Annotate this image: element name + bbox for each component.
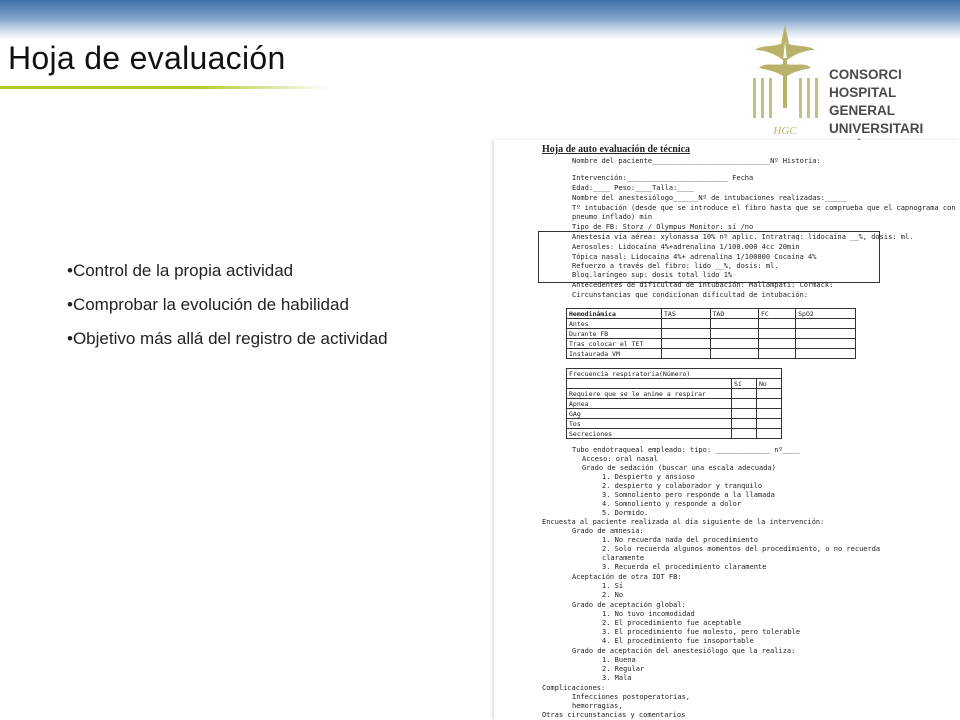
table-row — [567, 329, 856, 339]
table-cell: Instaurada VM — [567, 349, 662, 359]
bullet-item: •Comprobar la evolución de habilidad — [67, 295, 349, 314]
title-underline — [0, 86, 330, 89]
logo-line: CONSORCI — [829, 67, 902, 82]
table-row — [567, 419, 782, 429]
form-line: 3. Recuerda el procedimiento claramente — [602, 563, 767, 571]
table-row — [567, 429, 782, 439]
form-line: Acceso: oral nasal — [582, 455, 658, 463]
form-line: 3. Mala — [602, 674, 632, 682]
bullet-item: •Objetivo más allá del registro de actividad — [67, 329, 388, 348]
form-line: Antecedentes de dificultad de intubación: Mallampati: Cormack: — [572, 281, 834, 289]
table-cell: Secreciones — [567, 429, 732, 439]
table-header: FC — [759, 309, 796, 319]
table-row — [567, 319, 856, 329]
form-line: Bloq.laríngeo sup: dosis total lido 1% — [572, 271, 733, 279]
form-line: Edad:____ Peso:____Talla:____ — [572, 184, 695, 192]
form-line: Refuerzo a través del fibro: lido __%, dosis: ml. — [572, 262, 779, 270]
respiratory-table — [566, 368, 782, 439]
table-header: TAS — [662, 309, 711, 319]
table-cell: Apnea — [567, 399, 732, 409]
table-row — [567, 389, 782, 399]
hospital-logo — [745, 14, 955, 144]
form-line: Nombre del paciente____________________________Nº Historia: — [572, 157, 821, 165]
form-line: 1. Sí — [602, 582, 624, 590]
table-header: No — [757, 379, 782, 389]
table-cell: Tos — [567, 419, 732, 429]
form-line: 4. Somnoliento y responde a dolor — [602, 500, 742, 508]
form-line: Intervención:________________________ Fecha — [572, 174, 754, 182]
form-line: Aerosoles: Lidocaína 4%+adrenalina 1/100.000 4cc 20min — [572, 243, 800, 251]
form-line: Tubo endotraqueal empleado: tipo: _____________ nº____ — [572, 446, 800, 454]
form-line: 1. Despierto y ansioso — [602, 473, 695, 481]
table-row — [567, 399, 782, 409]
form-line: Grado de sedación (buscar una escala adecuada) — [582, 464, 776, 472]
table-cell: Antes — [567, 319, 662, 329]
form-line: pneumo inflado) min — [572, 213, 653, 221]
table-cell: Tras colocar el TET — [567, 339, 662, 349]
form-line: 2. No — [602, 591, 624, 599]
form-line: Grado de amnesia: — [572, 527, 644, 535]
form-line: Nombre del anestesiólogo______Nº de intubaciones realizadas:_____ — [572, 194, 846, 202]
form-line: Aceptación de otra IOT FB: — [572, 573, 682, 581]
slide-title: Hoja de evaluación — [8, 40, 286, 76]
form-line: Anestesia vía aérea: xylonassa 10% nº aplic. Intratraq: lidocaína __%, dosis: ml. — [572, 233, 914, 241]
table-header: Hemodinámica — [567, 309, 662, 319]
table-row — [567, 339, 856, 349]
table-cell: GAg — [567, 409, 732, 419]
form-line: 3. El procedimiento fue molesto, pero tolerable — [602, 628, 801, 636]
bullet-list — [67, 258, 388, 360]
table-title: Frecuencia respiratoria(Número) — [567, 369, 782, 379]
form-line: Infecciones postoperatorias, — [572, 693, 691, 701]
logo-line: HOSPITAL GENERAL — [829, 85, 897, 118]
form-line: Grado de aceptación global: — [572, 601, 686, 609]
form-line: 3. Somnoliento pero responde a la llamada — [602, 491, 775, 499]
table-cell: Durante FB — [567, 329, 662, 339]
form-line: 1. Buena — [602, 656, 636, 664]
form-line: Circunstancias que condicionan dificultad de intubación: — [572, 291, 809, 299]
evaluation-form-image — [494, 140, 960, 720]
table-row — [567, 349, 856, 359]
form-line: hemorragias, — [572, 702, 623, 710]
form-line: claramente — [602, 554, 645, 562]
form-line: Otras circunstancias y comentarios — [542, 711, 686, 719]
form-line: 2. Solo recuerda algunos momentos del procedimiento, o no recuerda — [602, 545, 881, 553]
table-row — [567, 409, 782, 419]
table-header: Sí — [732, 379, 757, 389]
form-line: Grado de aceptación del anestesiólogo que la realiza: — [572, 647, 796, 655]
hemodynamics-table — [566, 308, 856, 359]
form-line: Tº intubación (desde que se introduce el fibro hasta que se comprueba que el capnograma con — [572, 204, 956, 212]
table-cell: Requiere que se le anime a respirar — [567, 389, 732, 399]
form-line: 4. El procedimiento fue insoportable — [602, 637, 754, 645]
form-line: 2. despierto y colaborador y tranquilo — [602, 482, 763, 490]
hospital-emblem-icon — [745, 14, 825, 144]
form-line: 2. Regular — [602, 665, 645, 673]
table-header: SpO2 — [796, 309, 856, 319]
form-line: 5. Dormido. — [602, 509, 649, 517]
table-header — [567, 379, 732, 389]
logo-monogram: HGC — [773, 125, 797, 137]
form-line: 1. No tuvo incomodidad — [602, 610, 695, 618]
form-line: Complicaciones: — [542, 684, 606, 692]
table-header: TAD — [710, 309, 759, 319]
form-line: Tópica nasal: Lidocaína 4%+ adrenalina 1/100000 Cocaína 4% — [572, 253, 817, 261]
form-line: Tipo de FB: Storz / Olympus Monitor: sí /no — [572, 223, 754, 231]
form-line: 1. No recuerda nada del procedimiento — [602, 536, 758, 544]
bullet-item: •Control de la propia actividad — [67, 261, 294, 280]
form-line: 2. El procedimiento fue aceptable — [602, 619, 742, 627]
form-line: Encuesta al paciente realizada al día siguiente de la intervención: — [542, 518, 825, 526]
form-header: Hoja de auto evaluación de técnica — [542, 144, 691, 155]
logo-line: UNIVERSITARI — [829, 121, 924, 136]
